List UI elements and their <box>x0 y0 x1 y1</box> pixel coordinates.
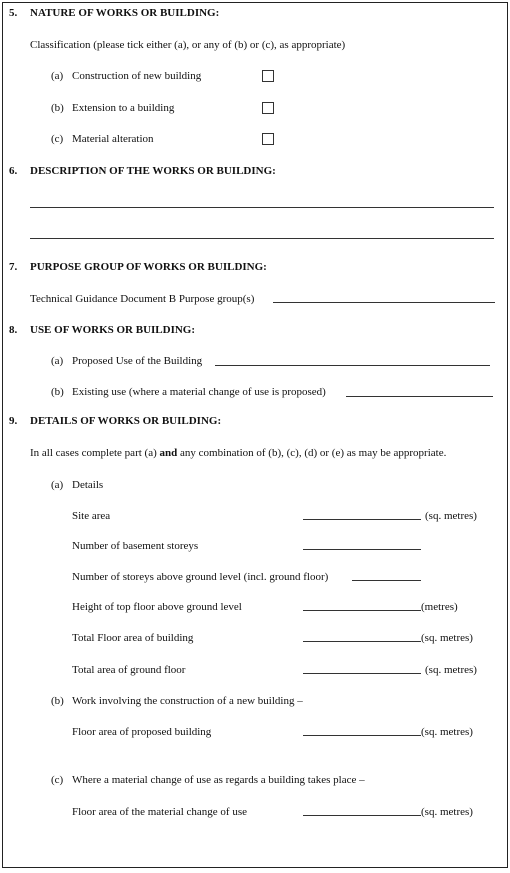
change-of-use-floor-area-label: Floor area of the material change of use <box>72 806 248 818</box>
option-a-label: Construction of new building <box>72 70 202 82</box>
basement-storeys-field[interactable] <box>303 549 421 550</box>
site-area-unit: (sq. metres) <box>425 510 477 522</box>
section-7-heading: PURPOSE GROUP OF WORKS OR BUILDING: <box>30 261 267 273</box>
instructions-and: and <box>159 447 178 459</box>
section-9-instructions <box>30 447 446 460</box>
material-alteration-checkbox[interactable] <box>262 133 274 145</box>
section-6-number: 6. <box>9 165 18 177</box>
purpose-group-label: Technical Guidance Document B Purpose group(s) <box>30 293 255 305</box>
option-b-marker: (b) <box>51 102 64 114</box>
change-of-use-floor-area-field[interactable] <box>303 815 421 816</box>
option-c-label: Material alteration <box>72 133 154 145</box>
top-floor-height-field[interactable] <box>303 610 421 611</box>
existing-use-field[interactable] <box>346 396 493 397</box>
instructions-part-2: any combination of (b), (c), (d) or (e) as may be appropriate. <box>180 447 447 459</box>
purpose-group-field[interactable] <box>273 302 495 303</box>
top-floor-height-label: Height of top floor above ground level <box>72 601 242 613</box>
description-line-1[interactable] <box>30 207 494 208</box>
description-line-2[interactable] <box>30 238 494 239</box>
change-of-use-marker: (c) <box>51 774 64 786</box>
application-form-page <box>2 2 508 868</box>
proposed-use-marker: (a) <box>51 355 64 367</box>
ground-floor-area-field[interactable] <box>303 673 421 674</box>
instructions-part-1: In all cases complete part (a) <box>30 447 157 459</box>
existing-use-marker: (b) <box>51 386 64 398</box>
section-9-number: 9. <box>9 415 18 427</box>
proposed-use-label: Proposed Use of the Building <box>72 355 203 367</box>
total-floor-area-unit: (sq. metres) <box>421 632 473 644</box>
top-floor-height-unit: (metres) <box>421 601 458 613</box>
section-8-heading: USE OF WORKS OR BUILDING: <box>30 324 196 336</box>
site-area-label: Site area <box>72 510 111 522</box>
storeys-above-ground-label: Number of storeys above ground level (incl. ground floor) <box>72 571 329 583</box>
details-marker: (a) <box>51 479 64 491</box>
section-7-number: 7. <box>9 261 18 273</box>
section-5-number: 5. <box>9 7 18 19</box>
proposed-floor-area-field[interactable] <box>303 735 421 736</box>
total-floor-area-label: Total Floor area of building <box>72 632 194 644</box>
option-a-marker: (a) <box>51 70 64 82</box>
section-9-heading: DETAILS OF WORKS OR BUILDING: <box>30 415 222 427</box>
section-5-instructions: Classification (please tick either (a), or any of (b) or (c), as appropriate) <box>30 39 346 51</box>
section-8-number: 8. <box>9 324 18 336</box>
proposed-use-field[interactable] <box>215 365 490 366</box>
section-5-heading: NATURE OF WORKS OR BUILDING: <box>30 7 220 19</box>
proposed-floor-area-unit: (sq. metres) <box>421 726 473 738</box>
details-title: Details <box>72 479 104 491</box>
site-area-field[interactable] <box>303 519 421 520</box>
extension-building-checkbox[interactable] <box>262 102 274 114</box>
new-building-marker: (b) <box>51 695 64 707</box>
existing-use-label: Existing use (where a material change of use is proposed) <box>72 386 326 398</box>
option-c-marker: (c) <box>51 133 64 145</box>
proposed-floor-area-label: Floor area of proposed building <box>72 726 212 738</box>
total-floor-area-field[interactable] <box>303 641 421 642</box>
section-6-heading: DESCRIPTION OF THE WORKS OR BUILDING: <box>30 165 276 177</box>
ground-floor-area-unit: (sq. metres) <box>425 664 477 676</box>
construction-new-building-checkbox[interactable] <box>262 70 274 82</box>
storeys-above-ground-field[interactable] <box>352 580 421 581</box>
ground-floor-area-label: Total area of ground floor <box>72 664 186 676</box>
change-of-use-title: Where a material change of use as regards a building takes place – <box>72 774 365 786</box>
option-b-label: Extension to a building <box>72 102 175 114</box>
basement-storeys-label: Number of basement storeys <box>72 540 199 552</box>
new-building-title: Work involving the construction of a new building – <box>72 695 303 707</box>
change-of-use-floor-area-unit: (sq. metres) <box>421 806 473 818</box>
